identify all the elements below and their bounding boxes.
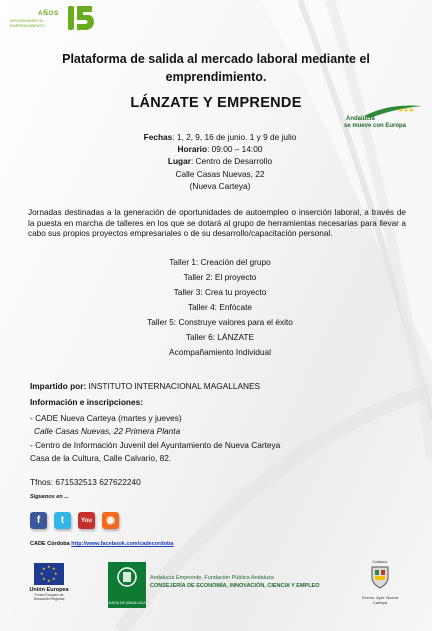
description: Jornadas destinadas a la generación de oportunidades de autoempleo o inserción laboral, a través de la puesta en marcha de talleres en los que se dotará al grupo de herramientas necesarias para llevar a cabo sus propios proyectos empresariales o de su desarrollo/capacitación personal. — [28, 208, 406, 239]
svg-text:★: ★ — [52, 566, 56, 571]
page-title: Plataforma de salida al mercado laboral mediante el emprendimiento. — [62, 52, 370, 84]
taller-item: Taller 4: Enfócate — [187, 302, 253, 312]
ue-subtitle: Fondo Europeo de Desarrollo Regional — [33, 593, 65, 601]
svg-text:★: ★ — [52, 576, 56, 581]
junta-emblem-icon — [108, 562, 146, 596]
taller-item: Taller 5: Construye valores para el éxito — [147, 317, 293, 327]
siguenos-label: Síguenos en ... — [30, 494, 69, 500]
horario-value: : 09:00 – 14:00 — [207, 144, 263, 155]
phones: Tfnos: 671532513 627622240 — [30, 477, 141, 487]
svg-text:★: ★ — [42, 566, 46, 571]
talleres-list — [40, 255, 400, 360]
eu-flag-icon — [34, 563, 64, 585]
taller-item: Taller 3: Crea tu proyecto — [173, 287, 267, 297]
lugar-line — [60, 155, 380, 167]
fechas-value: : 1, 2, 9, 16 de junio. 1 y 9 de julio — [172, 132, 297, 142]
consejeria-text — [150, 575, 320, 589]
ue-title: Unión Europea — [29, 587, 69, 593]
consejeria-label: CONSEJERÍA DE ECONOMÍA, INNOVACIÓN, CIENCIA Y EMPLEO — [150, 583, 320, 589]
ayuntamiento-label: Excmo. Ayto. Nueva Carteya — [362, 595, 398, 605]
logo-years-text: AÑOS — [38, 10, 59, 17]
fechas-label: Fechas — [143, 132, 173, 142]
svg-text:★: ★ — [42, 576, 46, 581]
svg-text:★: ★ — [54, 571, 58, 576]
coat-of-arms-icon — [369, 564, 391, 590]
andalucia-label: Andalucía — [346, 116, 375, 122]
logo-15-icon — [68, 4, 94, 32]
event-info — [60, 131, 380, 192]
youtube-icon[interactable]: You — [78, 512, 95, 529]
lugar-label: Lugar — [167, 156, 191, 167]
impartido-value: INSTITUTO INTERNACIONAL MAGALLANES — [88, 381, 261, 391]
contact-info — [30, 396, 410, 465]
contact-line-4: Casa de la Cultura, Calle Calvario, 82. — [30, 452, 172, 463]
svg-text:★: ★ — [47, 564, 51, 569]
lugar-value: : Centro de Desarrollo — [190, 156, 273, 167]
colabora-label: Colabora: — [372, 560, 388, 564]
facebook-icon[interactable]: f — [30, 512, 47, 529]
contact-line-3: - Centro de Información Juvenil del Ayuntamiento de Nueva Carteya — [30, 439, 281, 450]
contact-line-1: - CADE Nueva Carteya (martes y jueves) — [30, 413, 182, 424]
address-line-1: Calle Casas Nuevas, 22 — [175, 168, 265, 179]
contact-line-2: Calle Casas Nuevas, 22 Primera Planta — [34, 426, 181, 437]
junta-andalucia-logo — [108, 562, 146, 608]
cade-label: CADE Córdoba — [30, 541, 70, 547]
taller-item: Acompañamiento Individual — [169, 347, 271, 357]
andalucia-europa-logo — [344, 102, 424, 132]
impartido-label: Impartido por: — [30, 381, 87, 391]
taller-item: Taller 6: LÁNZATE — [185, 332, 255, 342]
logo-subtitle: APROXIMANDO EL EMPRENDIMIENTO — [10, 19, 45, 28]
logo-15-years — [10, 4, 90, 36]
horario-line — [60, 143, 380, 155]
page-subtitle: LÁNZATE Y EMPRENDE — [130, 95, 302, 111]
taller-item: Taller 2: El proyecto — [183, 272, 257, 282]
contact-heading: Información e inscripciones: — [30, 397, 143, 407]
horario-label: Horario — [177, 144, 208, 155]
taller-item: Taller 1: Creación del grupo — [169, 257, 271, 267]
andalucia-emprende-label: Andalucía Emprende, Fundación Pública Andaluza — [150, 575, 274, 581]
svg-text:★: ★ — [47, 578, 51, 583]
twitter-icon[interactable]: t — [54, 512, 71, 529]
andalucia-tagline: se mueve con Europa — [344, 123, 407, 129]
junta-label: JUNTA DE ANDALUCIA — [108, 601, 146, 605]
impartido-line — [30, 381, 260, 391]
address-line-2: (Nueva Carteya) — [189, 180, 251, 191]
svg-text:★★★: ★★★ — [398, 107, 415, 114]
fechas-line — [60, 131, 380, 143]
union-europea-logo — [28, 563, 70, 601]
ayuntamiento-logo — [355, 560, 405, 605]
rss-icon[interactable]: ◉ — [102, 512, 119, 529]
svg-text:★: ★ — [40, 571, 44, 576]
social-links — [30, 512, 119, 529]
cade-facebook-link[interactable]: http://www.facebook.com/cadecordoba — [71, 541, 174, 547]
cade-cordoba-line — [30, 541, 173, 547]
